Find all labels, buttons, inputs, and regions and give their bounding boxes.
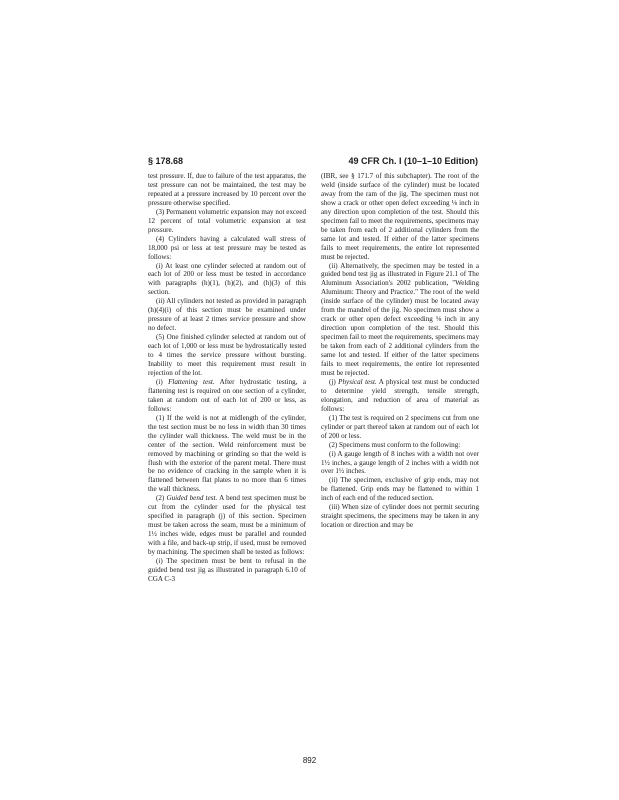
publication-title: 49 CFR Ch. I (10–1–10 Edition) [348,156,478,166]
paragraph [148,172,306,208]
section-number: § 178.68 [148,156,184,166]
left-text-column [148,172,306,584]
paragraph-designator: (j) [329,377,339,386]
paragraph-text: (iii) When size of cylinder does not permit securing straight specimens, the specimens may be taken in any location or direction and may be [321,503,479,530]
paragraph [148,297,306,333]
paragraph-designator: (i) [156,377,169,386]
paragraph-text: (1) The test is required on 2 specimens cut from one cylinder or part thereof taken at random out of each lot of 200 or less. [321,413,479,440]
paragraph-heading: Physical test. [338,377,377,386]
paragraph-text: A physical test must be conducted to determine yield strength, tensile strength, elongation, and reduction of area of material as follows: [321,377,479,413]
paragraph [321,378,479,414]
paragraph-text: (4) Cylinders having a calculated wall stress of 18,000 psi or less at test pressure may be tested as follows: [148,234,306,261]
paragraph [148,557,306,584]
paragraph-text: A bend test specimen must be cut from the cylinder used for the physical test specified in paragraph (j) of this section. Specimen must be taken across the seam, must be a minimum of 1½ inches wide, edges must be parallel and rounded with a file, and back-up strip, if used, must be removed by machining. The specimen shall be tested as follows: [148,494,306,557]
paragraph [321,503,479,530]
paragraph [148,494,306,557]
paragraph [321,414,479,441]
paragraph-text: (3) Permanent volumetric expansion may not exceed 12 percent of total volumetric expansion at test pressure. [148,207,306,234]
paragraph [321,172,479,262]
paragraph [148,378,306,414]
paragraph-text: (i) A gauge length of 8 inches with a width not over 1½ inches, a gauge length of 2 inches with a width not over 1½ inches. [321,449,479,476]
paragraph [321,476,479,503]
paragraph [321,441,479,450]
paragraph [148,262,306,298]
running-header [148,156,478,170]
paragraph [148,208,306,235]
paragraph [148,333,306,378]
paragraph-designator: (2) [156,494,167,503]
paragraph-text: (i) The specimen must be bent to refusal in the guided bend test jig as illustrated in paragraph 6.10 of CGA C-3 [148,556,306,583]
paragraph-heading: Flattening test. [168,377,215,386]
paragraph-text: (ii) Alternatively, the specimen may be tested in a guided bend test jig as illustrated in Figure 21.1 of The Aluminum Association's 2002 publication, "Welding Aluminum: Theory and Practice." The root of the weld (inside surface of the cylinder) must be located away from the mandrel of the jig. No specimen must show a crack or other open defect exceeding ⅛ inch in any direction upon completion of the test. Should this specimen fail to meet the requirements, specimens may be taken from each of 2 additional cylinders from the same lot and tested. If either of the latter specimens fails to meet requirements, the entire lot represented must be rejected. [321,261,479,377]
paragraph-text: (ii) All cylinders not tested as provided in paragraph (h)(4)(i) of this section must be examined under pressure of at least 2 times service pressure and show no defect. [148,297,306,333]
paragraph-text: (i) At least one cylinder selected at random out of each lot of 200 or less must be tested in accordance with paragraphs (h)(1), (h)(2), and (h)(3) of this section. [148,261,306,297]
paragraph-text: (IBR, see § 171.7 of this subchapter). The root of the weld (inside surface of the cylinder) must be located away from the ram of the jig. The specimen must not show a crack or other open defect exceeding ⅛ inch in any direction upon completion of the test. Should this specimen fail to meet the requirements, specimens may be taken from each of 2 additional cylinders from the same lot and tested. If either of the latter specimens fails to meet requirements, the entire lot represented must be rejected. [321,172,479,261]
paragraph-text: (2) Specimens must conform to the following: [329,440,461,449]
paragraph-text: (ii) The specimen, exclusive of grip ends, may not be flattened. Grip ends may be flattened to within 1 inch of each end of the reduced section. [321,476,479,503]
paragraph-text: (5) One finished cylinder selected at random out of each lot of 1,000 or less must be hydrostatically tested to 4 times the service pressure without bursting. Inability to meet this requirement must result in rejection of the lot. [148,333,306,377]
paragraph-text: After hydrostatic testing, a flattening test is required on one section of a cylinder, taken at random out of each lot of 200 or less, as follows: [148,377,306,413]
paragraph-text: (1) If the weld is not at midlength of the cylinder, the test section must be no less in width than 30 times the cylinder wall thickness. The weld must be in the center of the section. Weld reinforcement must be removed by machining or grinding so that the weld is flush with the exterior of the parent metal. There must be no evidence of cracking in the sample when it is flattened between flat plates to no more than 6 times the wall thickness. [148,413,306,494]
paragraph [148,414,306,495]
paragraph [148,235,306,262]
paragraph [321,262,479,378]
paragraph-heading: Guided bend test. [166,494,218,503]
paragraph-text: test pressure. If, due to failure of the test apparatus, the test pressure can not be maintained, the test may be repeated at a pressure increased by 10 percent over the pressure otherwise specified. [148,172,306,207]
paragraph [321,450,479,477]
right-text-column [321,172,479,530]
page-number: 892 [302,756,317,765]
